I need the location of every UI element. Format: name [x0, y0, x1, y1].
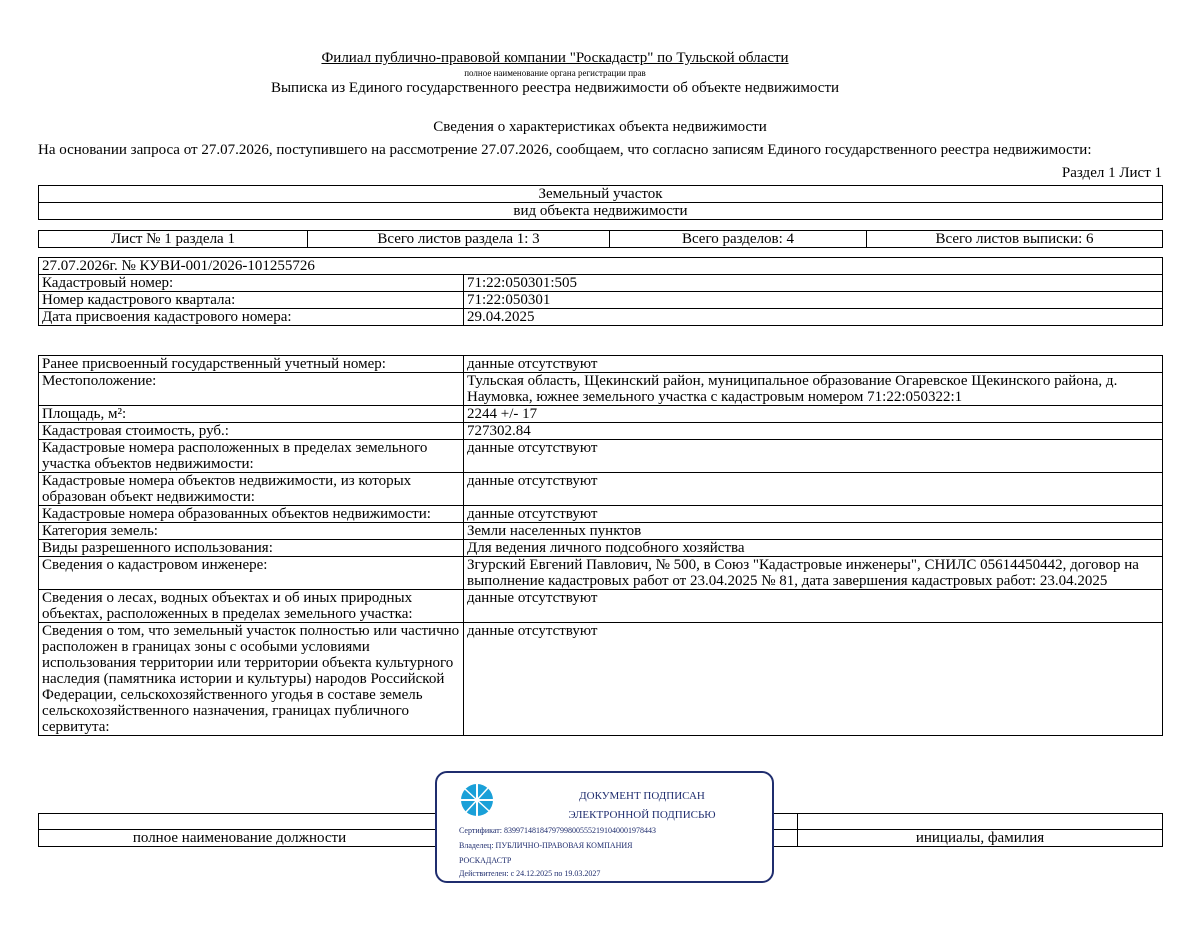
total-sections: Всего разделов: 4 — [610, 231, 867, 248]
stamp-validity: Действителен: с 24.12.2025 по 19.03.2027 — [459, 869, 601, 878]
row-label: Номер кадастрового квартала: — [39, 292, 464, 309]
total-extract-sheets: Всего листов выписки: 6 — [867, 231, 1163, 248]
row-label: Кадастровая стоимость, руб.: — [39, 423, 464, 440]
row-value: данные отсутствуют — [464, 506, 1163, 523]
row-value: данные отсутствуют — [464, 590, 1163, 623]
row-value: данные отсутствуют — [464, 623, 1163, 736]
table-row — [39, 309, 1163, 326]
row-label: Сведения о том, что земельный участок полностью или частично расположен в границах зоны с особыми условиями использования территории или территории объекта культурного наследия (памятника истории и культуры) народов Российской Федерации, сельскохозяйственного угодья в составе земель сельскохозяйственного назначения, границах публичного сервитута: — [39, 623, 464, 736]
row-value: данные отсутствуют — [464, 356, 1163, 373]
row-value: 727302.84 — [464, 423, 1163, 440]
row-value: 2244 +/- 17 — [464, 406, 1163, 423]
row-label: Кадастровые номера объектов недвижимости, из которых образован объект недвижимости: — [39, 473, 464, 506]
roskadastr-logo-icon — [459, 782, 495, 818]
row-value: Згурский Евгений Павлович, № 500, в Союз "Кадастровые инженеры", СНИЛС 05614450442, договор на выполнение кадастровых работ от 23.04.2025 № 81, дата завершения кадастровых работ: 23.04.2025 — [464, 557, 1163, 590]
sheet-number: Лист № 1 раздела 1 — [39, 231, 308, 248]
object-type-table — [38, 185, 1163, 220]
table-row — [39, 373, 1163, 406]
characteristics-table — [38, 355, 1163, 736]
organization-name: Филиал публично-правовой компании "Роскадастр" по Тульской области — [321, 50, 789, 66]
organization-caption: полное наименование органа регистрации прав — [464, 68, 646, 78]
table-row — [39, 356, 1163, 373]
section-label: Раздел 1 Лист 1 — [1061, 165, 1162, 181]
object-type-caption: вид объекта недвижимости — [39, 203, 1163, 220]
table-row — [39, 623, 1163, 736]
object-type: Земельный участок — [39, 186, 1163, 203]
row-value: Тульская область, Щекинский район, муниципальное образование Огаревское Щекинского района, д. Наумовка, южнее земельного участка с кадастровым номером 71:22:050322:1 — [464, 373, 1163, 406]
row-value: данные отсутствуют — [464, 473, 1163, 506]
stamp-owner: Владелец: ПУБЛИЧНО-ПРАВОВАЯ КОМПАНИЯ — [459, 841, 633, 850]
table-row — [39, 523, 1163, 540]
total-section-sheets: Всего листов раздела 1: 3 — [308, 231, 610, 248]
stamp-title: ДОКУМЕНТ ПОДПИСАН — [579, 790, 705, 802]
table-row — [39, 275, 1163, 292]
table-row — [39, 557, 1163, 590]
stamp-owner-name: РОСКАДАСТР — [459, 856, 512, 865]
row-value: 71:22:050301 — [464, 292, 1163, 309]
document-title: Выписка из Единого государственного реестра недвижимости об объекте недвижимости — [270, 80, 840, 96]
row-label: Площадь, м²: — [39, 406, 464, 423]
row-label: Сведения о кадастровом инженере: — [39, 557, 464, 590]
row-label: Кадастровые номера расположенных в пределах земельного участка объектов недвижимости: — [39, 440, 464, 473]
table-row — [39, 406, 1163, 423]
table-row — [39, 540, 1163, 557]
row-value: данные отсутствуют — [464, 440, 1163, 473]
table-row — [39, 506, 1163, 523]
row-label: Ранее присвоенный государственный учетный номер: — [39, 356, 464, 373]
table-row — [39, 423, 1163, 440]
identification-table — [38, 257, 1163, 326]
table-row — [39, 440, 1163, 473]
row-value: Земли населенных пунктов — [464, 523, 1163, 540]
request-basis: На основании запроса от 27.07.2026, поступившего на рассмотрение 27.07.2026, сообщаем, что согласно записям Единого государственного реестра недвижимости: — [38, 142, 1092, 158]
row-label: Категория земель: — [39, 523, 464, 540]
row-label: Сведения о лесах, водных объектах и об иных природных объектах, расположенных в пределах земельного участка: — [39, 590, 464, 623]
sheet-info-table — [38, 230, 1163, 248]
electronic-signature-stamp — [435, 771, 774, 883]
row-label: Виды разрешенного использования: — [39, 540, 464, 557]
row-value: Для ведения личного подсобного хозяйства — [464, 540, 1163, 557]
document-subtitle: Сведения о характеристиках объекта недвижимости — [433, 119, 767, 135]
stamp-certificate: Сертификат: 8399714818479799800555219104000197844З — [459, 826, 656, 835]
table-row — [39, 590, 1163, 623]
position-caption: полное наименование должности — [39, 830, 441, 847]
row-value: 71:22:050301:505 — [464, 275, 1163, 292]
row-value: 29.04.2025 — [464, 309, 1163, 326]
stamp-subtitle: ЭЛЕКТРОННОЙ ПОДПИСЬЮ — [568, 809, 716, 821]
row-label: Дата присвоения кадастрового номера: — [39, 309, 464, 326]
row-label: Кадастровые номера образованных объектов недвижимости: — [39, 506, 464, 523]
row-label: Местоположение: — [39, 373, 464, 406]
table-row — [39, 292, 1163, 309]
name-caption: инициалы, фамилия — [798, 830, 1163, 847]
extract-reference: 27.07.2026г. № КУВИ-001/2026-101255726 — [39, 258, 1163, 275]
table-row — [39, 473, 1163, 506]
row-label: Кадастровый номер: — [39, 275, 464, 292]
